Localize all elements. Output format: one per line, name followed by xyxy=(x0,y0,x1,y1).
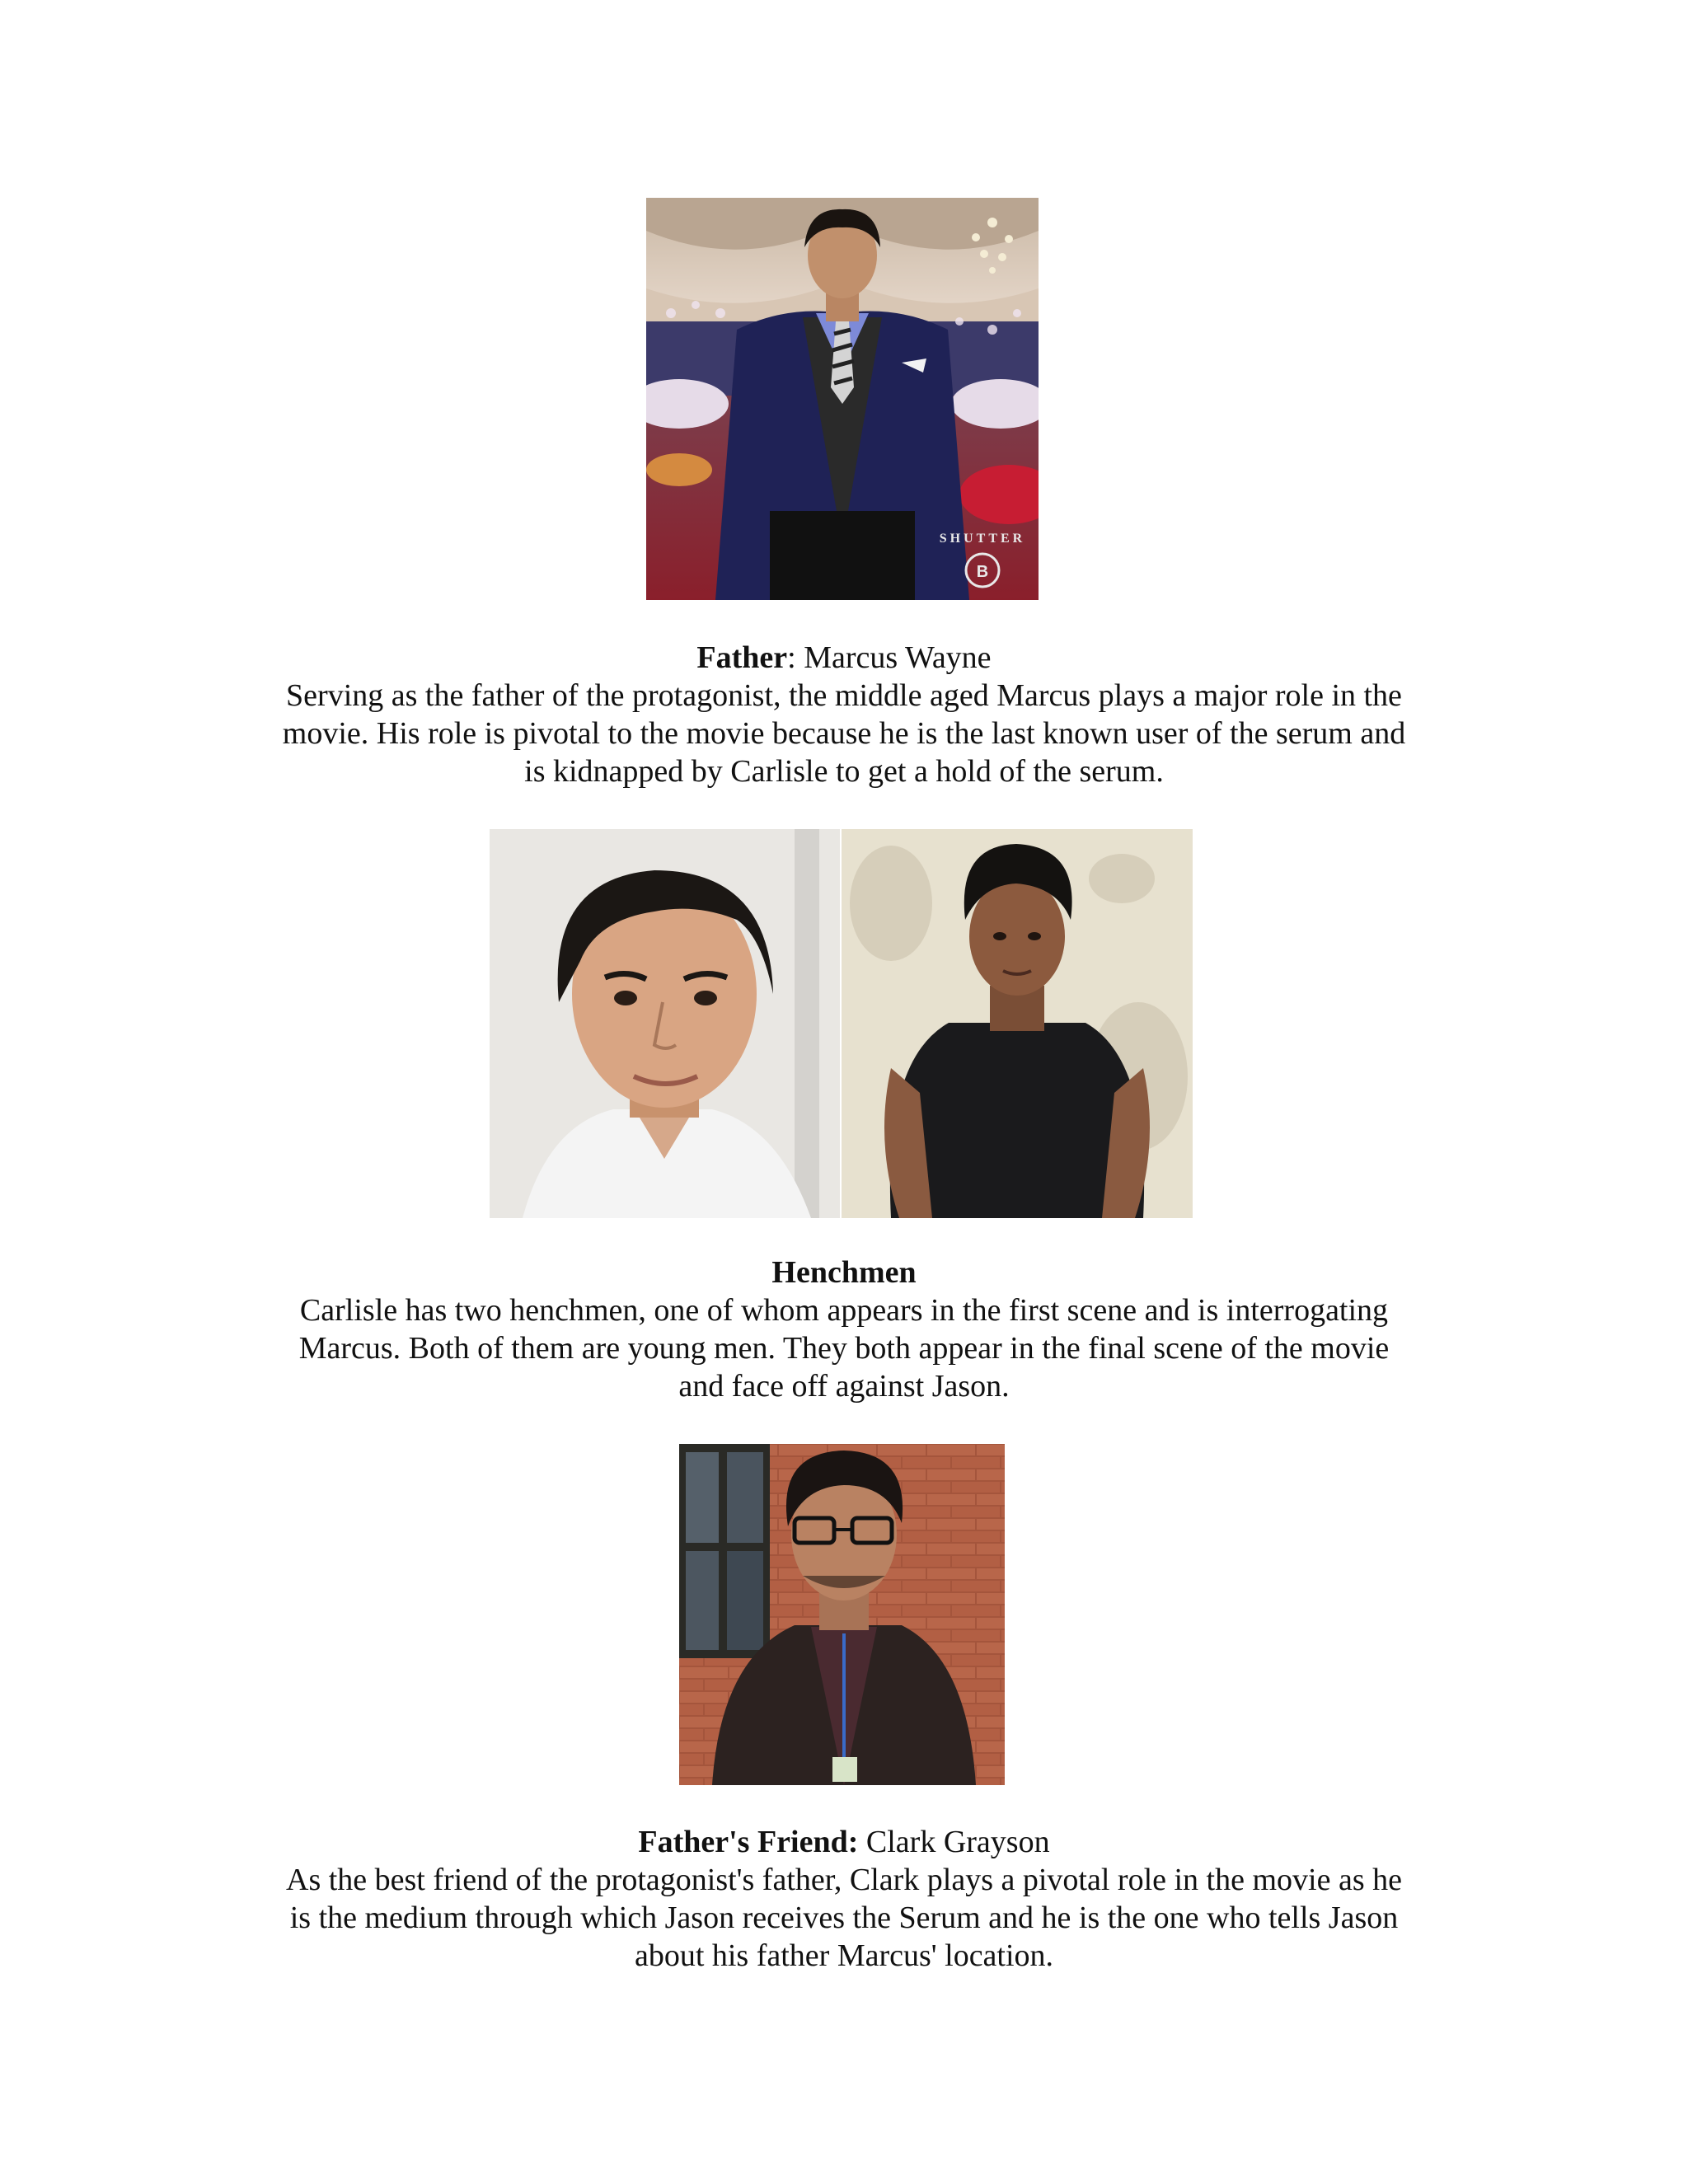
friend-desc-line-3: about his father Marcus' location. xyxy=(634,1938,1054,1973)
friend-separator xyxy=(858,1825,866,1859)
father-desc-line-3: is kidnapped by Carlisle to get a hold of the serum. xyxy=(524,754,1164,789)
friend-caption xyxy=(247,1823,1441,1975)
father-desc-line-2: movie. His role is pivotal to the movie because he is the last known user of the serum and xyxy=(282,716,1406,751)
father-separator: : xyxy=(787,640,804,675)
henchmen-desc-line-3: and face off against Jason. xyxy=(678,1369,1010,1404)
friend-desc-line-2: is the medium through which Jason receives the Serum and he is the one who tells Jason xyxy=(289,1900,1399,1935)
father-label: Father xyxy=(696,640,788,675)
friend-name: Clark Grayson xyxy=(865,1825,1050,1859)
friend-label: Father's Friend: xyxy=(638,1825,859,1859)
father-desc-line-1: Serving as the father of the protagonist, the middle aged Marcus plays a major role in the xyxy=(286,678,1402,713)
watermark-text: SHUTTER xyxy=(939,532,1026,546)
henchmen-heading xyxy=(247,1254,1441,1291)
father-heading xyxy=(247,639,1441,677)
henchman-1-photo xyxy=(490,829,840,1218)
father-caption xyxy=(247,639,1441,790)
henchman-2-photo xyxy=(842,829,1193,1218)
henchmen-desc-line-2: Marcus. Both of them are young men. They both appear in the final scene of the movie xyxy=(298,1331,1390,1366)
henchmen-label: Henchmen xyxy=(771,1255,917,1290)
friend-photo xyxy=(679,1444,1005,1785)
father-photo xyxy=(646,198,1039,600)
henchmen-caption xyxy=(247,1254,1441,1405)
friend-desc-line-1: As the best friend of the protagonist's father, Clark plays a pivotal role in the movie as he xyxy=(286,1863,1402,1897)
henchmen-desc-line-1: Carlisle has two henchmen, one of whom appears in the first scene and is interrogating xyxy=(299,1293,1389,1328)
friend-heading xyxy=(247,1823,1441,1861)
watermark-letter: B xyxy=(976,563,989,581)
father-name: Marcus Wayne xyxy=(804,640,992,675)
